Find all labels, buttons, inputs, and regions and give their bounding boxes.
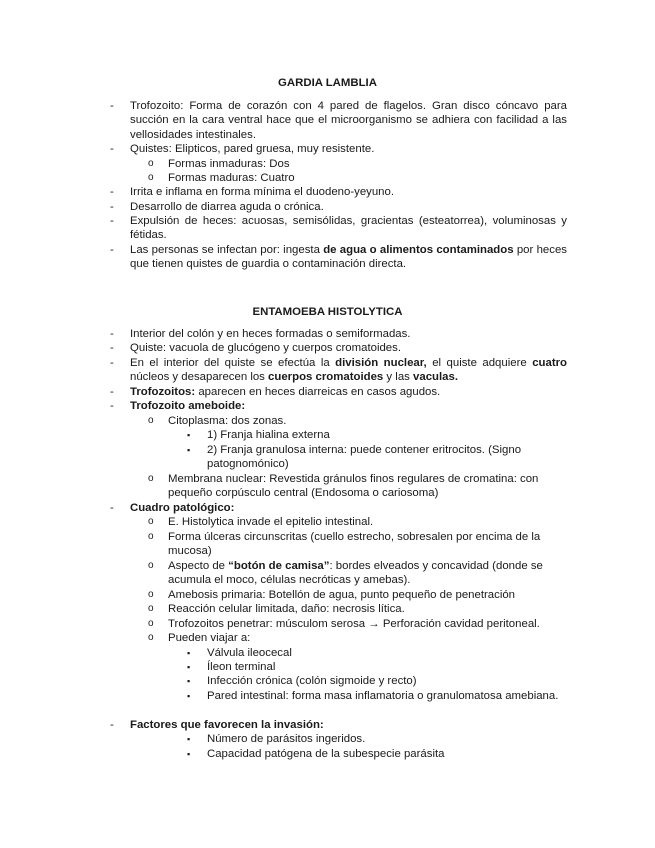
bullet-circle: o: [148, 589, 154, 600]
item-text: Expulsión de heces: acuosas, semisólidas, gracientas (esteatorrea), voluminosas y fétidas.: [130, 215, 567, 242]
item-text: Válvula ileocecal: [207, 647, 292, 659]
item-text: Desarrollo de diarrea aguda o crónica.: [130, 201, 324, 213]
item-text: Capacidad patógena de la subespecie parásita: [207, 748, 445, 760]
bullet-dash: -: [110, 244, 114, 256]
item-text: Formas inmaduras: Dos: [168, 158, 290, 170]
bullet-circle: o: [148, 603, 154, 614]
bullet-circle: o: [148, 516, 154, 527]
bullet-circle: o: [148, 560, 154, 571]
bullet-circle: o: [148, 473, 154, 484]
bullet-square: ▪: [187, 734, 191, 744]
item-text: Quistes: Elipticos, pared gruesa, muy resistente.: [130, 143, 375, 155]
item-text: 2) Franja granulosa interna: puede contener eritrocitos. (Signo patognomónico): [207, 444, 522, 471]
item-text: Trofozoitos: aparecen en heces diarreicas en casos agudos.: [130, 386, 441, 398]
bullet-square: ▪: [187, 648, 191, 658]
item-text: Trofozoito ameboide:: [130, 400, 246, 412]
item-text: E. Histolytica invade el epitelio intestinal.: [168, 516, 374, 528]
item-text: Íleon terminal: [207, 661, 276, 673]
bullet-square: ▪: [187, 676, 191, 686]
bullet-dash: -: [110, 386, 114, 398]
item-text: 1) Franja hialina externa: [207, 429, 330, 441]
item-text: En el interior del quiste se efectúa la división nuclear, el quiste adquiere cuatro núcleos y desaparecen los cuerpos cromatoides y las vaculas.: [130, 357, 567, 384]
bullet-square: ▪: [187, 430, 191, 440]
bullet-square: ▪: [187, 749, 191, 759]
item-text: Trofozoitos penetrar: músculom serosa → Perforación cavidad peritoneal.: [168, 618, 540, 630]
bullet-dash: -: [110, 201, 114, 213]
bullet-circle: o: [148, 618, 154, 629]
bullet-dash: -: [110, 143, 114, 155]
bullet-circle: o: [148, 172, 154, 183]
bullet-dash: -: [110, 502, 114, 514]
bullet-dash: -: [110, 400, 114, 412]
bullet-circle: o: [148, 632, 154, 643]
bullet-dash: -: [110, 328, 114, 340]
bullet-dash: -: [110, 342, 114, 354]
item-text: Aspecto de “botón de camisa”: bordes elveados y concavidad (donde se acumula el moco, células necróticas y amebas).: [168, 560, 543, 587]
bullet-dash: -: [110, 357, 114, 369]
item-text: Quiste: vacuola de glucógeno y cuerpos cromatoides.: [130, 342, 402, 354]
bullet-circle: o: [148, 415, 154, 426]
item-text: Infección crónica (colón sigmoide y recto): [207, 675, 417, 687]
item-text: Forma úlceras circunscritas (cuello estrecho, sobresalen por encima de la mucosa): [168, 531, 541, 558]
item-text: Formas maduras: Cuatro: [168, 172, 295, 184]
bullet-square: ▪: [187, 445, 191, 455]
item-text: Reacción celular limitada, daño: necrosis lítica.: [168, 603, 405, 615]
section-title-entamoeba: ENTAMOEBA HISTOLYTICA: [252, 306, 403, 318]
item-text: Trofozoito: Forma de corazón con 4 pared de flagelos. Gran disco cóncavo para succión en la cara ventral hace que el microorganismo se adhiera con facilidad a las vellosidades intestinales.: [130, 100, 567, 141]
item-text: Irrita e inflama en forma mínima el duodeno-yeyuno.: [130, 186, 395, 198]
bullet-circle: o: [148, 531, 154, 542]
item-text: Las personas se infectan por: ingesta de agua o alimentos contaminados por heces que tienen quistes de guardia o contaminación directa.: [130, 244, 567, 271]
item-text: Pared intestinal: forma masa inflamatoria o granulomatosa amebiana.: [207, 690, 559, 702]
bullet-square: ▪: [187, 691, 191, 701]
bullet-dash: -: [110, 100, 114, 112]
item-text: Factores que favorecen la invasión:: [130, 719, 324, 731]
section-title-giardia: GARDIA LAMBLIA: [278, 77, 377, 89]
bullet-dash: -: [110, 719, 114, 731]
bullet-circle: o: [148, 158, 154, 169]
item-text: Amebosis primaria: Botellón de agua, punto pequeño de penetración: [168, 589, 516, 601]
item-text: Citoplasma: dos zonas.: [168, 415, 287, 427]
bullet-square: ▪: [187, 662, 191, 672]
item-text: Cuadro patológico:: [130, 502, 235, 514]
item-text: Membrana nuclear: Revestida gránulos finos regulares de cromatina: con pequeño corpúsculo central (Endosoma o cariosoma): [168, 473, 539, 500]
item-text: Interior del colón y en heces formadas o semiformadas.: [130, 328, 411, 340]
item-text: Número de parásitos ingeridos.: [207, 733, 366, 745]
bullet-dash: -: [110, 186, 114, 198]
item-text: Pueden viajar a:: [168, 632, 251, 644]
bullet-dash: -: [110, 215, 114, 227]
